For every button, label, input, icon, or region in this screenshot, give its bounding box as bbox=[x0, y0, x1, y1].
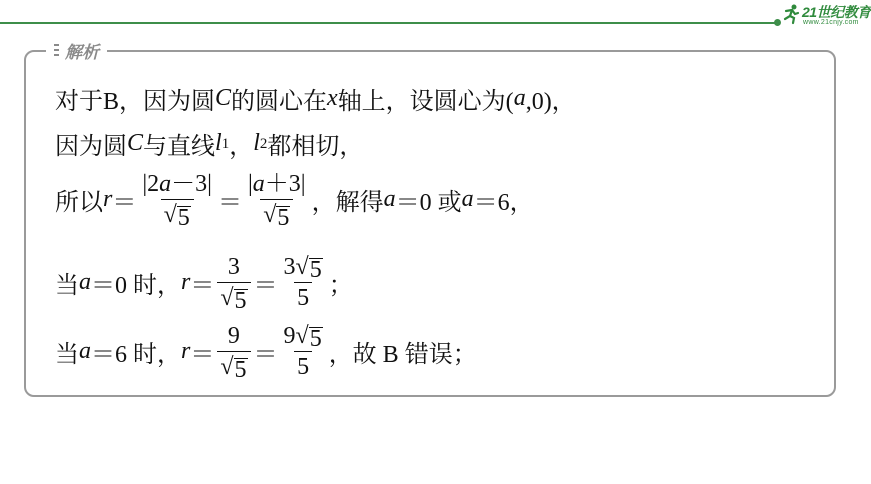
sqrt: √ 5 bbox=[295, 254, 322, 283]
header-rule bbox=[0, 22, 780, 24]
text: ； bbox=[328, 273, 353, 299]
text: ＋3| bbox=[264, 171, 306, 197]
analysis-tab-title: 解析 bbox=[65, 42, 99, 63]
sqrt: √ 5 bbox=[295, 323, 322, 352]
text: 对于B，因为圆 bbox=[55, 89, 216, 115]
var: l bbox=[253, 130, 260, 156]
var: a bbox=[513, 85, 526, 111]
fraction bbox=[281, 253, 326, 312]
text: ＝0 或 bbox=[395, 190, 462, 216]
var: a bbox=[159, 171, 172, 197]
runner-icon bbox=[782, 4, 800, 24]
fraction bbox=[245, 170, 309, 229]
text: 5 bbox=[234, 288, 247, 314]
text: ＝ bbox=[190, 342, 215, 368]
fraction bbox=[217, 322, 250, 381]
text: 的圆心在 bbox=[231, 89, 328, 115]
text: ，解得 bbox=[311, 190, 384, 216]
text: 5 bbox=[277, 205, 290, 231]
text: ＝ bbox=[217, 190, 242, 216]
text: 5 bbox=[294, 282, 312, 312]
tab-lines-icon bbox=[54, 44, 59, 56]
var: a bbox=[79, 338, 91, 364]
text: ＝ bbox=[253, 273, 278, 299]
text: ,0)， bbox=[525, 89, 576, 115]
text: ＝6 时， bbox=[91, 342, 181, 368]
text: ＝ bbox=[190, 273, 215, 299]
var: r bbox=[181, 269, 191, 295]
text: ＝ bbox=[112, 190, 137, 216]
text: －3| bbox=[171, 171, 212, 197]
text: 5 bbox=[294, 351, 312, 381]
var: r bbox=[181, 338, 191, 364]
solution-line-1 bbox=[55, 81, 576, 116]
var: x bbox=[327, 85, 338, 111]
fraction bbox=[217, 253, 250, 312]
var: C bbox=[127, 130, 144, 156]
header-rule-dot bbox=[774, 19, 781, 26]
var: a bbox=[461, 186, 474, 212]
text: |2 bbox=[142, 171, 160, 197]
text: 与直线 bbox=[143, 134, 216, 160]
var: a bbox=[79, 269, 91, 295]
text: 9 bbox=[227, 323, 240, 349]
var: l bbox=[215, 130, 222, 156]
text: 9 bbox=[283, 323, 296, 349]
text: ＝6， bbox=[473, 190, 534, 216]
fraction bbox=[139, 170, 215, 229]
solution-line-2: 因为圆 C 与直线 l 1 ， l 2 都相切， bbox=[55, 126, 363, 161]
sqrt: √ 5 bbox=[220, 285, 247, 314]
var: C bbox=[215, 85, 232, 111]
text: 都相切， bbox=[267, 134, 364, 160]
text: 轴上，设圆心为( bbox=[337, 89, 514, 115]
text: 5 bbox=[309, 257, 322, 283]
text: 5 bbox=[177, 205, 190, 231]
text: 3 bbox=[283, 254, 296, 280]
logo-url-text: www.21cnjy.com bbox=[803, 19, 859, 26]
text: 3 bbox=[227, 254, 240, 280]
solution-line-5 bbox=[55, 322, 477, 381]
fraction bbox=[281, 322, 326, 381]
text: ＝ bbox=[253, 342, 278, 368]
analysis-tab bbox=[46, 40, 107, 63]
var: a bbox=[383, 186, 396, 212]
text: 当 bbox=[55, 342, 79, 368]
text: 所以 bbox=[55, 190, 103, 216]
text: 5 bbox=[234, 357, 247, 383]
text: ， bbox=[229, 134, 254, 160]
text: ＝0 时， bbox=[91, 273, 181, 299]
sqrt: √ 5 bbox=[163, 202, 190, 231]
text: 5 bbox=[309, 326, 322, 352]
logo-brand-text: 21世纪教育 bbox=[802, 4, 871, 20]
var: a bbox=[252, 171, 265, 197]
sqrt: √ 5 bbox=[220, 354, 247, 383]
var: r bbox=[103, 186, 113, 212]
sqrt: √ 5 bbox=[263, 202, 290, 231]
text: | bbox=[247, 171, 253, 197]
text: 当 bbox=[55, 273, 79, 299]
text: 因为圆 bbox=[55, 134, 127, 160]
solution-line-3 bbox=[55, 170, 534, 229]
text: ，故 B 错误； bbox=[328, 342, 477, 368]
solution-line-4 bbox=[55, 253, 353, 312]
brand-logo bbox=[782, 2, 871, 28]
